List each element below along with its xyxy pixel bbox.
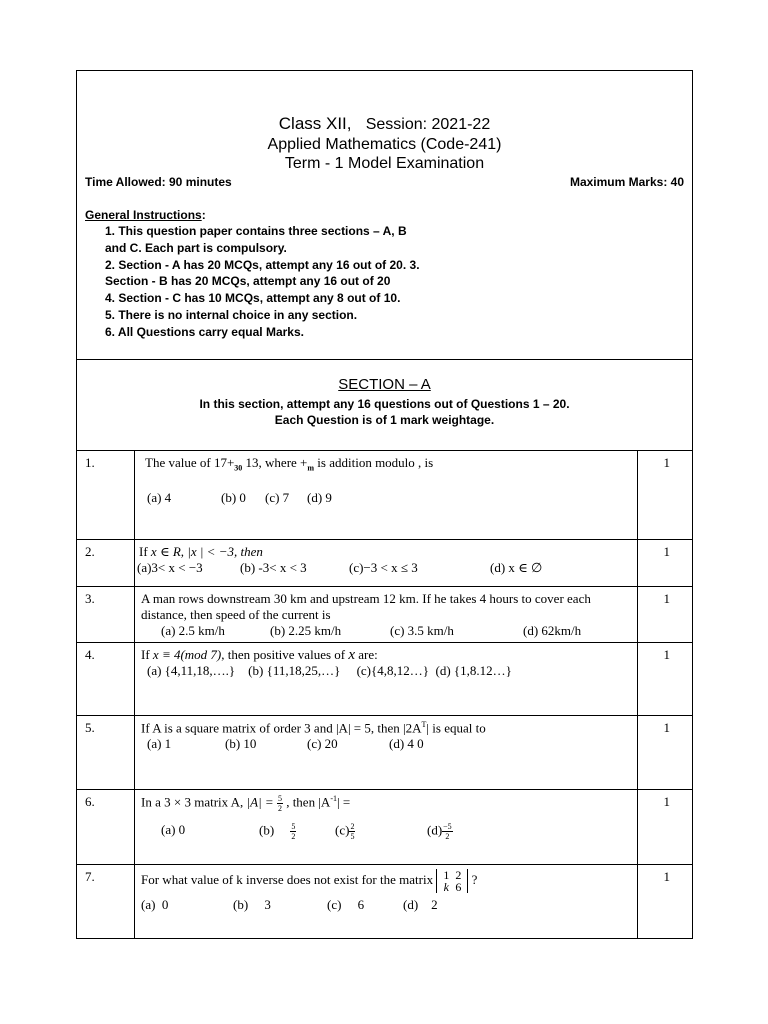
section-instruction: In this section, attempt any 16 questions out of Questions 1 – 20.	[199, 397, 570, 411]
question-row-3	[77, 587, 692, 643]
instruction-item: Section - B has 20 MCQs, attempt any 16 out of 20	[105, 274, 391, 288]
question-marks: 1	[663, 544, 670, 559]
question-row-2	[77, 540, 692, 587]
question-row-4	[77, 643, 692, 716]
option-b: (b) 0	[221, 490, 246, 505]
term-title: Term - 1 Model Examination	[284, 155, 485, 172]
class-session-line	[77, 114, 692, 134]
question-number: 7.	[85, 869, 95, 884]
question-number: 1.	[85, 455, 95, 470]
question-row-1	[77, 451, 692, 540]
question-row-6	[77, 790, 692, 865]
question-number: 3.	[85, 591, 95, 606]
question-text: For what value of k inverse does not exist for the matrix 1 2 k 6 ?	[141, 868, 478, 894]
option-b: (b) $\frac{5}{2}$	[259, 822, 296, 841]
time-allowed: Time Allowed: 90 minutes	[85, 175, 232, 189]
instruction-item: and C. Each part is compulsory.	[105, 241, 287, 255]
maximum-marks: Maximum Marks: 40	[569, 175, 684, 189]
option-c: (c) 7	[265, 490, 290, 505]
question-row-5	[77, 716, 692, 790]
matrix: 1 2 k 6	[436, 869, 468, 893]
fraction: $\frac{2}{5}$	[350, 822, 355, 841]
option-c: (c) $\frac{2}{5}$	[335, 822, 355, 841]
exam-paper	[76, 70, 693, 939]
option-d: (d) 4 0	[389, 736, 424, 751]
question-text: If A is a square matrix of order 3 and |A| = 5, then $|2A^T|$ is equal to	[141, 720, 486, 736]
option-c: (c) 6	[327, 897, 365, 912]
question-number: 6.	[85, 794, 95, 809]
exam-header	[77, 71, 692, 360]
question-number: 5.	[85, 720, 95, 735]
question-text: A man rows downstream 30 km and upstream 12 km. If he takes 4 hours to cover each	[141, 591, 591, 606]
instruction-item: 1. This question paper contains three sections – A, B	[105, 224, 407, 238]
option-a: (a) 0	[141, 897, 169, 912]
instruction-item: 2. Section - A has 20 MCQs, attempt any 16 out of 20. 3.	[105, 258, 420, 272]
option-d: (d) 62km/h	[523, 623, 582, 638]
instructions-heading: General Instructions:	[85, 208, 206, 222]
option-b: (b) 2.25 km/h	[270, 623, 342, 638]
instruction-item: 4. Section - C has 10 MCQs, attempt any 8 out of 10.	[105, 291, 401, 305]
section-instruction: Each Question is of 1 mark weightage.	[274, 413, 495, 427]
option-b: (b) -3< x < 3	[240, 560, 307, 575]
section-a-header	[77, 360, 692, 451]
question-text: distance, then speed of the current is	[141, 607, 331, 622]
question-marks: 1	[663, 647, 670, 662]
option-c: (c) 3.5 km/h	[390, 623, 454, 638]
option-a: (a) 4	[147, 490, 172, 505]
question-number: 4.	[85, 647, 95, 662]
question-marks: 1	[663, 591, 670, 606]
question-row-7	[77, 865, 692, 938]
section-title: SECTION – A	[338, 376, 431, 393]
question-text: If x ∈ R, |x | < −3, then	[139, 544, 263, 559]
question-text: If x ≡ 4(mod 7), then positive values of x are:	[141, 647, 378, 663]
class-label: Class XII,	[278, 114, 352, 133]
question-text: The value of $17+_{30}$ 13, where $+_m$ is addition modulo , is	[145, 455, 434, 473]
option-b: (b) 10	[225, 736, 257, 751]
fraction: $\frac{-5}{2}$	[443, 822, 452, 841]
session-label: Session: 2021-22	[365, 116, 491, 133]
option-b: (b) 3	[233, 897, 271, 912]
question-text: In a 3 × 3 matrix A, |A| = $\frac{5}{2}$ , then $|A^{-1}|$ =	[141, 794, 351, 813]
question-marks: 1	[663, 794, 670, 809]
instruction-item: 6. All Questions carry equal Marks.	[105, 325, 304, 339]
option-c: (c) 20	[307, 736, 338, 751]
question-marks: 1	[663, 869, 670, 884]
subject-title: Applied Mathematics (Code-241)	[267, 136, 502, 153]
option-d: (d) 9	[307, 490, 332, 505]
option-c: (c)−3 < x ≤ 3	[349, 560, 418, 575]
option-a: (a) 1	[147, 736, 172, 751]
fraction: $\frac{5}{2}$	[277, 794, 282, 813]
options-line: (a) {4,11,18,….} (b) {11,18,25,…} (c){4,8,12…} (d) {1,8.12…}	[147, 663, 512, 678]
option-d: (d) $\frac{-5}{2}$	[427, 822, 452, 841]
option-d: (d) x ∈ ∅	[490, 560, 543, 575]
question-marks: 1	[663, 720, 670, 735]
question-table	[77, 451, 692, 938]
fraction: $\frac{5}{2}$	[291, 822, 296, 841]
option-a: (a)3< x < −3	[137, 560, 203, 575]
instruction-item: 5. There is no internal choice in any section.	[105, 308, 358, 322]
question-number: 2.	[85, 544, 95, 559]
option-a: (a) 2.5 km/h	[161, 623, 225, 638]
question-marks: 1	[663, 455, 670, 470]
option-a: (a) 0	[161, 822, 186, 837]
option-d: (d) 2	[403, 897, 438, 912]
